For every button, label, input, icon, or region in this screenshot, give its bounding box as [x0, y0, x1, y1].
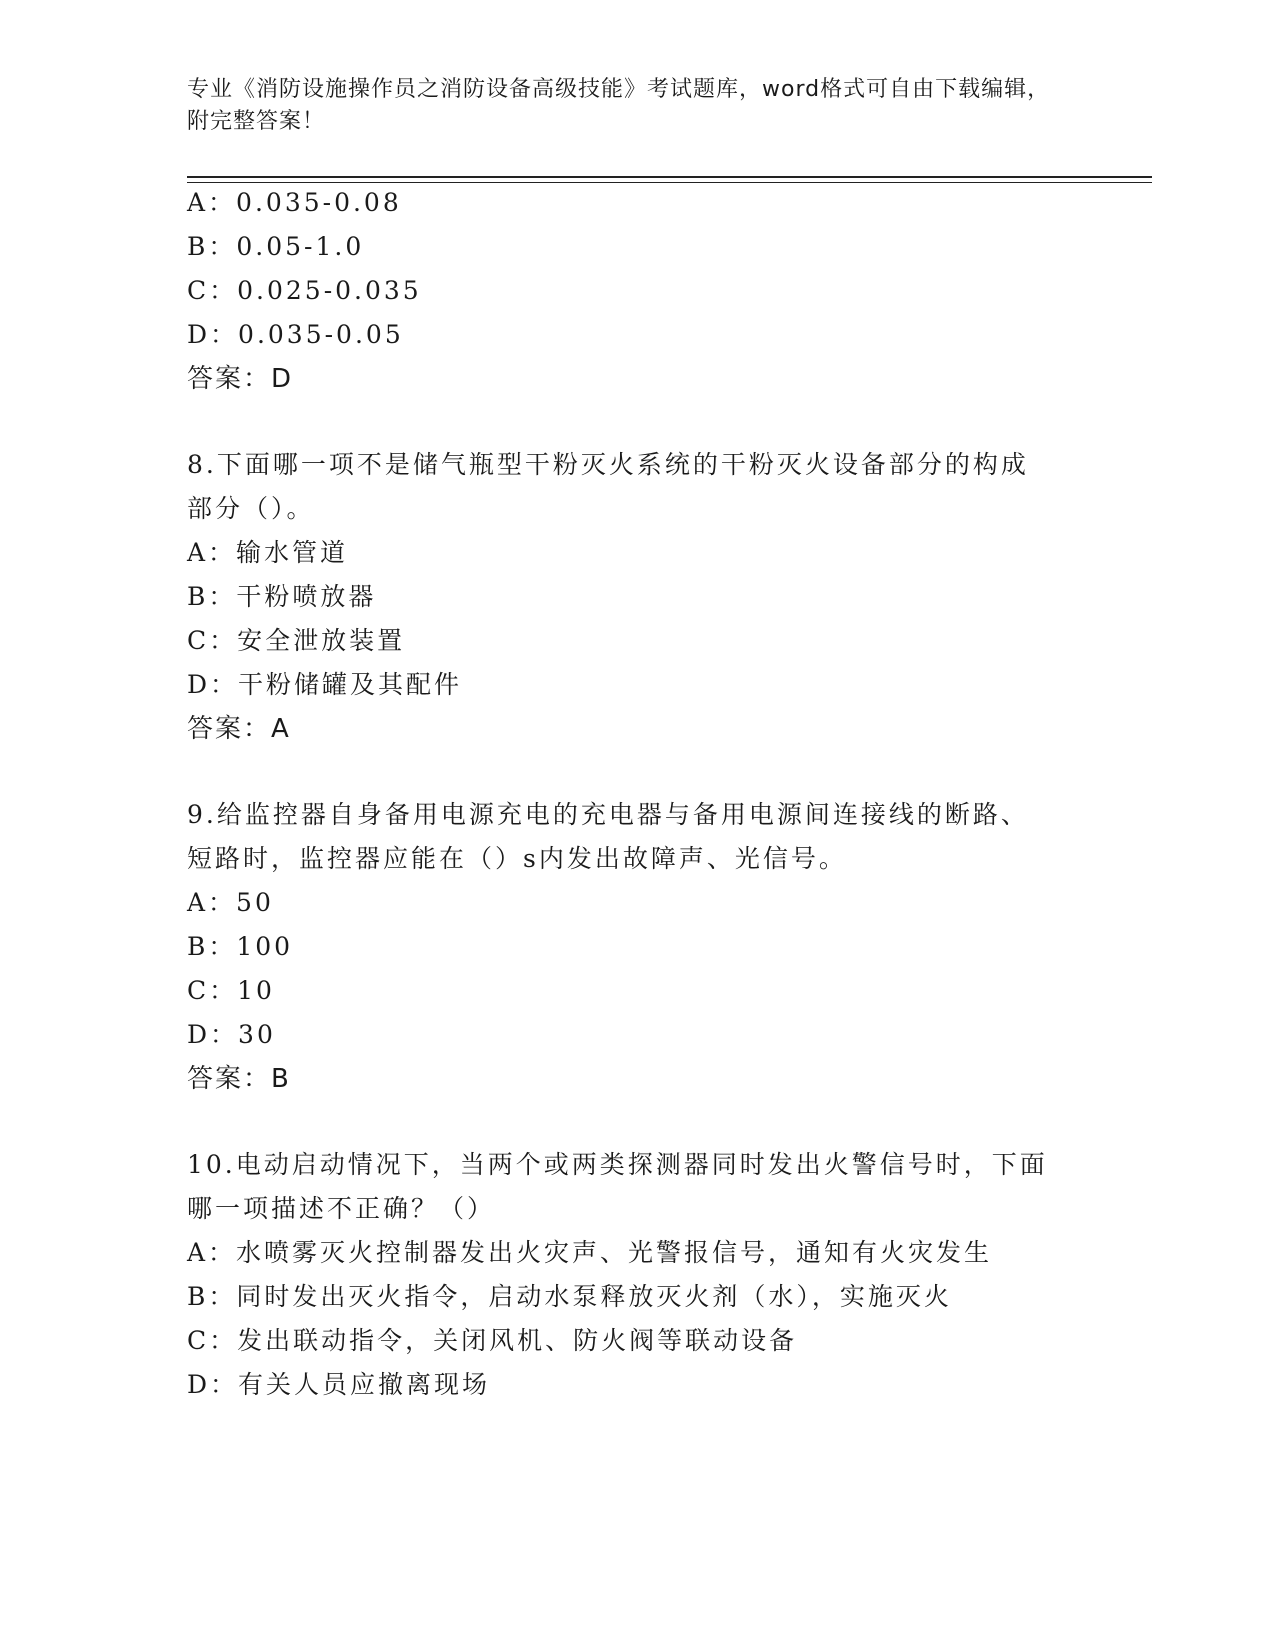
q9-answer: 答案：B: [187, 1064, 291, 1094]
q9-option-d: D：30: [187, 1020, 276, 1049]
q9-option-c: C：10: [187, 976, 275, 1005]
q10-option-a: A：水喷雾灭火控制器发出火灾声、光警报信号，通知有火灾发生: [187, 1238, 993, 1267]
q8-stem-line1: 8.下面哪一项不是储气瓶型干粉灭火系统的干粉灭火设备部分的构成: [187, 450, 1029, 479]
q8-option-b: B：干粉喷放器: [187, 582, 377, 611]
q9-stem-line1: 9.给监控器自身备用电源充电的充电器与备用电源间连接线的断路、: [187, 800, 1029, 829]
q8-answer: 答案：A: [187, 714, 291, 744]
q10-stem-line1: 10.电动启动情况下，当两个或两类探测器同时发出火警信号时，下面: [187, 1150, 1048, 1179]
q7-option-a: A：0.035-0.08: [187, 188, 402, 217]
q10-option-d: D：有关人员应撤离现场: [187, 1370, 491, 1399]
q9-option-b: B：100: [187, 932, 294, 961]
q10-option-b: B：同时发出灭火指令，启动水泵释放灭火剂（水），实施灭火: [187, 1282, 952, 1311]
header-divider-thick: [187, 176, 1152, 178]
q10-stem-line2: 哪一项描述不正确？（）: [187, 1194, 496, 1223]
q8-option-c: C：安全泄放装置: [187, 626, 406, 655]
q7-option-b: B：0.05-1.0: [187, 232, 365, 261]
q9-stem-line2: 短路时，监控器应能在（）s内发出故障声、光信号。: [187, 844, 847, 873]
q8-option-a: A：输水管道: [187, 538, 349, 567]
q7-answer: 答案：D: [187, 364, 294, 394]
header-divider-thin: [187, 182, 1152, 183]
q9-option-a: A：50: [187, 888, 274, 917]
q7-option-c: C：0.025-0.035: [187, 276, 422, 305]
q7-option-d: D：0.035-0.05: [187, 320, 404, 349]
q8-option-d: D：干粉储罐及其配件: [187, 670, 463, 699]
q8-stem-line2: 部分（）。: [187, 494, 315, 523]
q10-option-c: C：发出联动指令，关闭风机、防火阀等联动设备: [187, 1326, 798, 1355]
document-header-note: 专业《消防设施操作员之消防设备高级技能》考试题库，word格式可自由下载编辑，附完整答案！: [187, 77, 1051, 134]
